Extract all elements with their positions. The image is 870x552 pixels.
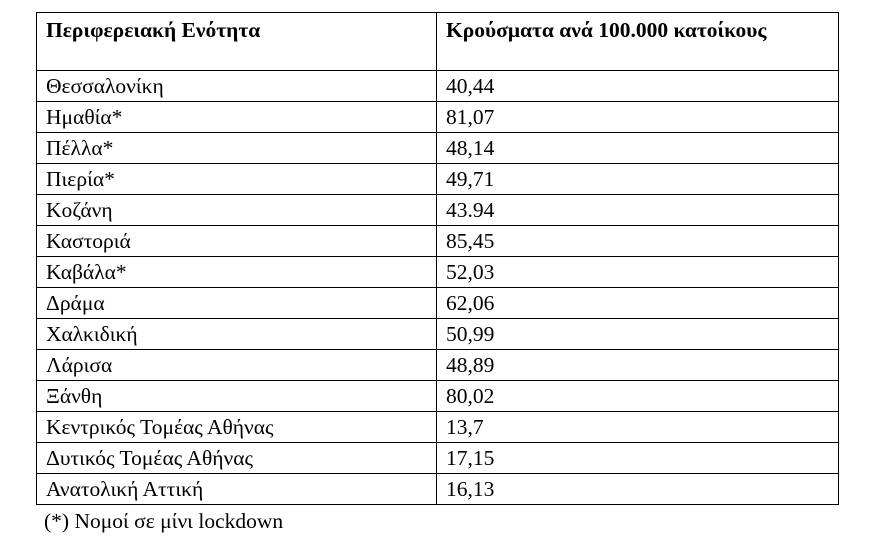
region-cell: Δυτικός Τομέας Αθήνας <box>37 443 437 474</box>
cases-cell: 62,06 <box>437 288 839 319</box>
cases-cell: 48,14 <box>437 133 839 164</box>
region-cell: Θεσσαλονίκη <box>37 71 437 102</box>
table-row <box>37 381 839 412</box>
region-cell: Πιερία* <box>37 164 437 195</box>
cases-cell: 85,45 <box>437 226 839 257</box>
region-cell: Κοζάνη <box>37 195 437 226</box>
table-row <box>37 412 839 443</box>
region-cell: Λάρισα <box>37 350 437 381</box>
cases-cell: 48,89 <box>437 350 839 381</box>
table-row <box>37 319 839 350</box>
cases-cell: 81,07 <box>437 102 839 133</box>
cases-cell: 50,99 <box>437 319 839 350</box>
region-cell: Ξάνθη <box>37 381 437 412</box>
table-row <box>37 474 839 505</box>
table-header-row <box>37 13 839 71</box>
table-row <box>37 350 839 381</box>
region-cell: Ανατολική Αττική <box>37 474 437 505</box>
table-row <box>37 288 839 319</box>
region-cell: Δράμα <box>37 288 437 319</box>
cases-table <box>36 12 839 505</box>
table-row <box>37 164 839 195</box>
cases-cell: 17,15 <box>437 443 839 474</box>
cases-cell: 80,02 <box>437 381 839 412</box>
cases-cell: 52,03 <box>437 257 839 288</box>
table-row <box>37 133 839 164</box>
table-row <box>37 195 839 226</box>
region-cell: Καστοριά <box>37 226 437 257</box>
table-row <box>37 102 839 133</box>
cases-cell: 49,71 <box>437 164 839 195</box>
table-row <box>37 71 839 102</box>
cases-cell: 43.94 <box>437 195 839 226</box>
cases-cell: 16,13 <box>437 474 839 505</box>
document <box>36 12 839 534</box>
header-cases-per-100k: Κρούσματα ανά 100.000 κατοίκους <box>437 13 839 71</box>
cases-cell: 13,7 <box>437 412 839 443</box>
table-row <box>37 226 839 257</box>
header-region: Περιφερειακή Ενότητα <box>37 13 437 71</box>
region-cell: Πέλλα* <box>37 133 437 164</box>
cases-cell: 40,44 <box>437 71 839 102</box>
table-row <box>37 257 839 288</box>
table-row <box>37 443 839 474</box>
footnote: (*) Νομοί σε μίνι lockdown <box>44 509 284 533</box>
region-cell: Ημαθία* <box>37 102 437 133</box>
region-cell: Καβάλα* <box>37 257 437 288</box>
region-cell: Χαλκιδική <box>37 319 437 350</box>
region-cell: Κεντρικός Τομέας Αθήνας <box>37 412 437 443</box>
